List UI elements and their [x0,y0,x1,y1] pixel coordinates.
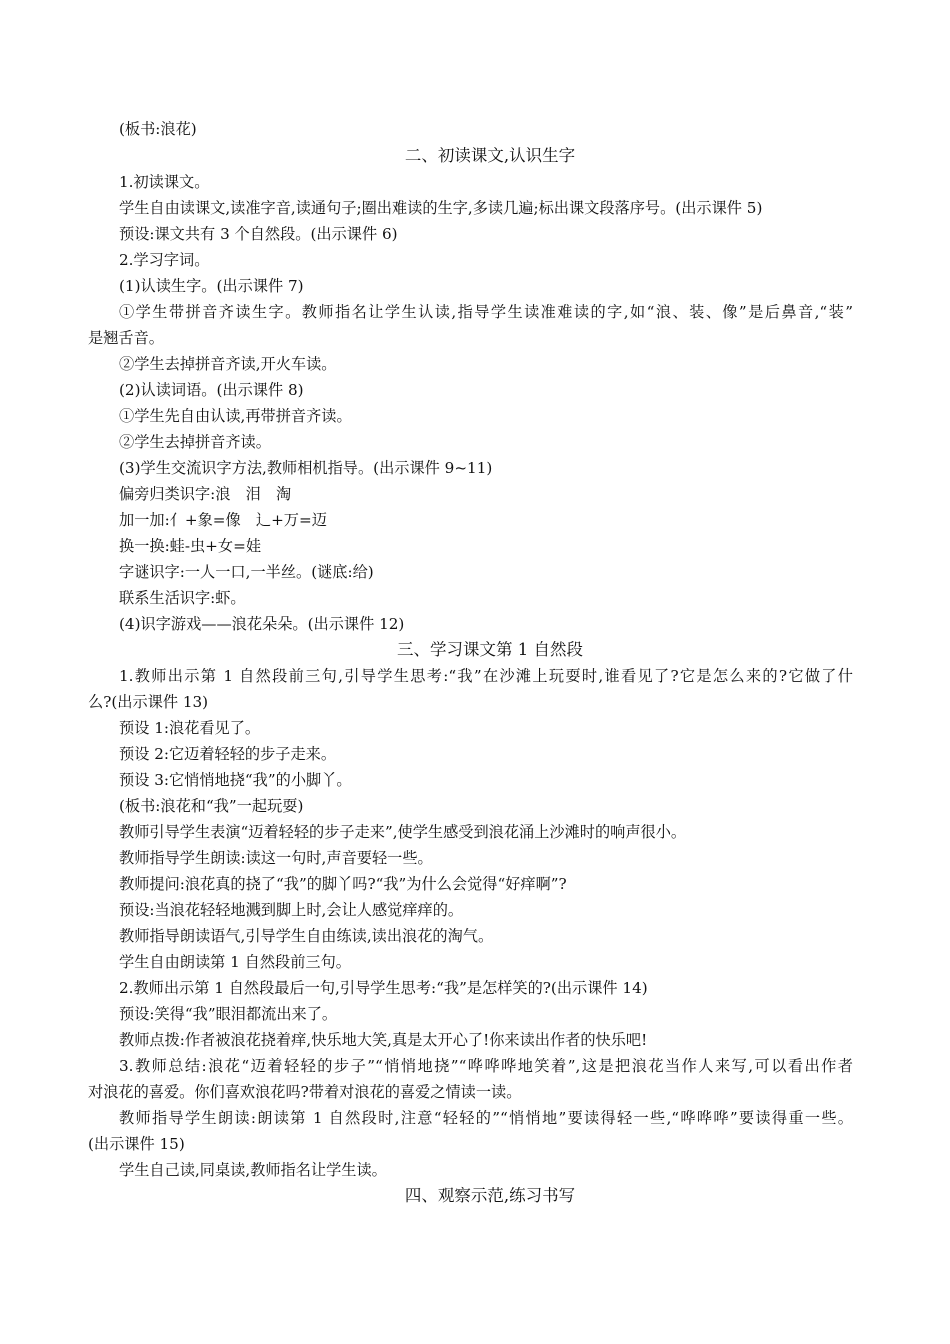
paragraph-continuation: 么?(出示课件 13) [88,693,209,711]
paragraph: 预设:课文共有 3 个自然段。(出示课件 6) [119,225,398,243]
paragraph: (1)认读生字。(出示课件 7) [119,277,304,295]
paragraph: 字谜识字:一人一口,一半丝。(谜底:给) [119,563,374,581]
section-heading-3: 三、学习课文第 1 自然段 [397,640,583,659]
paragraph: 教师提问:浪花真的挠了“我”的脚丫吗?“我”为什么会觉得“好痒啊”? [119,875,567,893]
paragraph: 预设:笑得“我”眼泪都流出来了。 [119,1005,338,1023]
paragraph: 联系生活识字:虾。 [119,589,246,607]
board-note: (板书:浪花) [119,120,197,138]
paragraph: 学生自由读课文,读准字音,读通句子;圈出难读的生字,多读几遍;标出课文段落序号。(出示课件 5) [119,199,763,217]
paragraph: 预设 3:它悄悄地挠“我”的小脚丫。 [119,771,352,789]
paragraph: 1.初读课文。 [119,173,210,191]
paragraph: 换一换:蛙-虫+女=娃 [119,537,262,555]
paragraph-continuation: 对浪花的喜爱。你们喜欢浪花吗?带着对浪花的喜爱之情读一读。 [88,1083,522,1101]
paragraph: 预设 2:它迈着轻轻的步子走来。 [119,745,337,763]
section-heading-4: 四、观察示范,练习书写 [404,1186,576,1205]
paragraph: (2)认读词语。(出示课件 8) [119,381,304,399]
paragraph: ②学生去掉拼音齐读,开火车读。 [119,355,337,373]
paragraph: 2.教师出示第 1 自然段最后一句,引导学生思考:“我”是怎样笑的?(出示课件 14) [119,979,648,997]
paragraph: 教师点拨:作者被浪花挠着痒,快乐地大笑,真是太开心了!你来读出作者的快乐吧! [119,1031,648,1049]
paragraph: 3.教师总结:浪花“迈着轻轻的步子”“悄悄地挠”“哗哗哗地笑着”,这是把浪花当作人来写,可以看出作者 [119,1057,853,1075]
paragraph: 预设:当浪花轻轻地溅到脚上时,会让人感觉痒痒的。 [119,901,464,919]
paragraph-continuation: (出示课件 15) [88,1135,185,1153]
paragraph: 学生自己读,同桌读,教师指名让学生读。 [119,1161,387,1179]
paragraph: 预设 1:浪花看见了。 [119,719,261,737]
paragraph: 2.学习字词。 [119,251,210,269]
paragraph: (4)识字游戏——浪花朵朵。(出示课件 12) [119,615,405,633]
paragraph: 偏旁归类识字:浪 泪 淘 [119,485,292,503]
board-note: (板书:浪花和“我”一起玩耍) [119,797,304,815]
paragraph: 加一加:亻+象=像 辶+万=迈 [119,511,327,529]
paragraph-continuation: 是翘舌音。 [88,329,164,347]
paragraph: 教师引导学生表演“迈着轻轻的步子走来”,使学生感受到浪花涌上沙滩时的响声很小。 [119,823,687,841]
paragraph: (3)学生交流识字方法,教师相机指导。(出示课件 9~11) [119,459,493,477]
paragraph: 1.教师出示第 1 自然段前三句,引导学生思考:“我”在沙滩上玩耍时,谁看见了?它是怎么来的?它做了什 [119,667,853,685]
paragraph: ②学生去掉拼音齐读。 [119,433,271,451]
paragraph: 教师指导学生朗读:读这一句时,声音要轻一些。 [119,849,433,867]
paragraph: ①学生带拼音齐读生字。教师指名让学生认读,指导学生读准难读的字,如“浪、装、像”是后鼻音,“装” [119,303,853,321]
paragraph: ①学生先自由认读,再带拼音齐读。 [119,407,352,425]
paragraph: 教师指导朗读语气,引导学生自由练读,读出浪花的淘气。 [119,927,494,945]
paragraph: 教师指导学生朗读:朗读第 1 自然段时,注意“轻轻的”“悄悄地”要读得轻一些,“哗哗哗”要读得重一些。 [119,1109,853,1127]
paragraph: 学生自由朗读第 1 自然段前三句。 [119,953,351,971]
section-heading-2: 二、初读课文,认识生字 [404,146,576,165]
